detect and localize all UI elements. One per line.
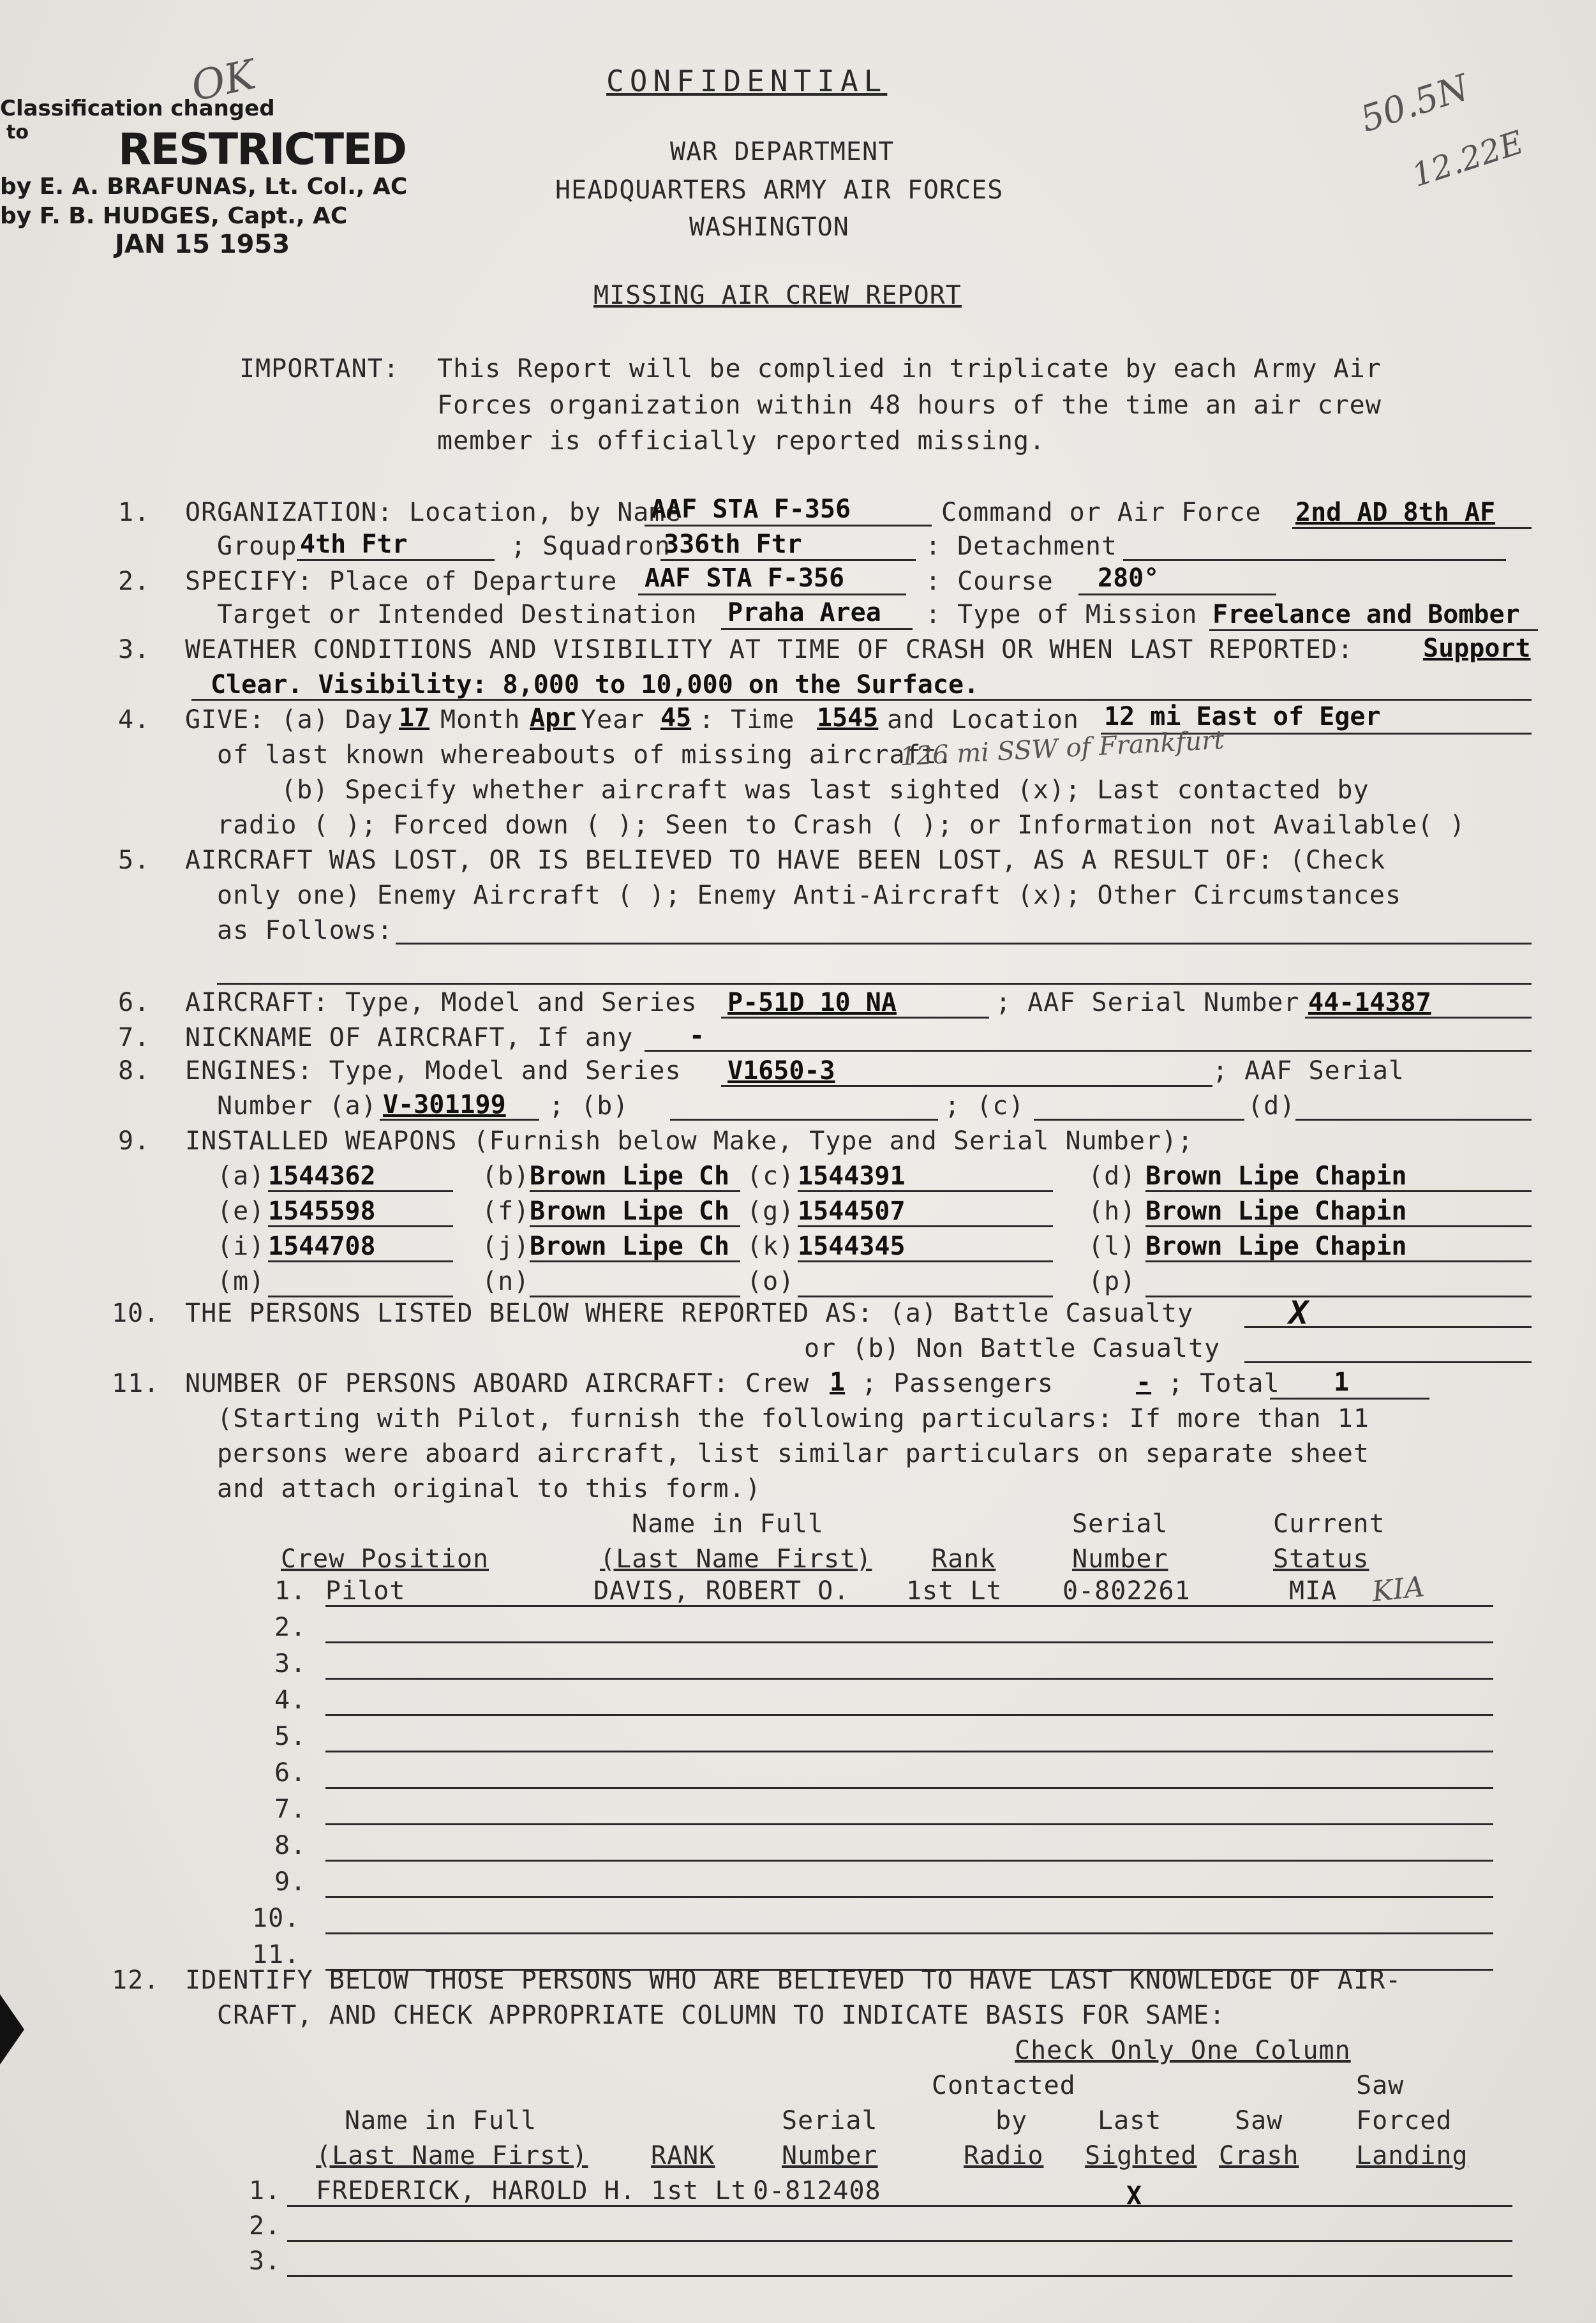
- non-battle-rule: [1244, 1361, 1532, 1363]
- enemy-label: only one) Enemy Aircraft ( ); Enemy Anti-Aircraft (x); Other Circumstances: [217, 881, 1402, 910]
- section-number: 10.: [112, 1299, 160, 1328]
- crew-value: 1: [830, 1368, 846, 1397]
- whereabouts-label: of last known whereabouts of missing aircraft.: [217, 740, 953, 770]
- header-radio: Radio: [964, 2141, 1044, 2170]
- header-current: Current: [1273, 1509, 1385, 1539]
- witness-serial: 0-812408: [753, 2176, 881, 2206]
- location-value: AAF STA F-356: [651, 495, 851, 524]
- total-label: ; Total: [1168, 1369, 1280, 1398]
- crew-rank: 1st Lt: [906, 1576, 1003, 1606]
- weapons-label: INSTALLED WEAPONS (Furnish below Make, Type and Serial Number);: [185, 1126, 1194, 1156]
- weapon-value: Brown Lipe Ch: [530, 1197, 730, 1226]
- crew-row-number: 10.: [252, 1904, 301, 1933]
- weapon-slot-label: (c): [747, 1162, 795, 1191]
- witness-row-rule: [287, 2275, 1512, 2277]
- lost-label: AIRCRAFT WAS LOST, OR IS BELIEVED TO HAVE BEEN LOST, AS A RESULT OF: (Check: [185, 846, 1386, 875]
- passengers-label: ; Passengers: [861, 1369, 1054, 1398]
- restricted-stamp: RESTRICTED: [118, 124, 406, 175]
- header-saw: Saw: [1235, 2106, 1283, 2135]
- command-label: Command or Air Force: [941, 498, 1262, 527]
- section-number: 12.: [112, 1966, 160, 1995]
- weather-value: Clear. Visibility: 8,000 to 10,000 on the Surface.: [211, 670, 980, 699]
- important-label: IMPORTANT:: [239, 354, 399, 384]
- important-line-1: This Report will be complied in triplicate by each Army Air: [437, 354, 1382, 384]
- departure-rule: [638, 594, 906, 595]
- aaf-serial-rule: [1305, 1017, 1532, 1019]
- engines-label: ENGINES: Type, Model and Series: [185, 1056, 682, 1086]
- handwritten-location-note: 126 mi SSW of Frankfurt: [899, 725, 1225, 772]
- section-number: 9.: [118, 1126, 151, 1156]
- weapon-value: 1544708: [268, 1232, 376, 1261]
- crew-row-number: 8.: [274, 1831, 307, 1860]
- particulars-line-2: persons were aboard aircraft, list similar particulars on separate sheet: [217, 1439, 1369, 1468]
- command-value: 2nd AD 8th AF: [1295, 498, 1496, 527]
- weapon-value: Brown Lipe Chapin: [1145, 1162, 1407, 1191]
- aircraft-label: AIRCRAFT: Type, Model and Series: [185, 988, 697, 1017]
- location-label: and Location: [887, 705, 1079, 735]
- weapon-rule: [268, 1260, 453, 1262]
- target-value: Praha Area: [727, 598, 881, 627]
- weapon-rule: [530, 1190, 740, 1192]
- month-label: Month: [440, 705, 521, 735]
- passengers-value: -: [1136, 1368, 1152, 1397]
- particulars-line-1: (Starting with Pilot, furnish the following particulars: If more than 11: [217, 1404, 1369, 1433]
- department-name: WAR DEPARTMENT: [670, 137, 895, 167]
- weapon-rule: [530, 1260, 740, 1262]
- city-name: WASHINGTON: [689, 213, 849, 242]
- weather-rule: [191, 699, 1532, 701]
- follows-rule: [396, 943, 1532, 945]
- weapon-slot-label: (i): [217, 1232, 265, 1261]
- handwritten-coords-1: 50.5N: [1355, 66, 1474, 141]
- nickname-rule: [645, 1050, 1532, 1052]
- squadron-value: 336th Ftr: [664, 530, 802, 559]
- weather-label: WEATHER CONDITIONS AND VISIBILITY AT TIME OF CRASH OR WHEN LAST REPORTED:: [185, 635, 1354, 664]
- identify-label-2: CRAFT, AND CHECK APPROPRIATE COLUMN TO INDICATE BASIS FOR SAME:: [217, 2001, 1226, 2030]
- time-label: : Time: [699, 705, 795, 735]
- course-rule: [1078, 594, 1276, 595]
- engine-c-rule: [1034, 1119, 1244, 1121]
- stamp-line-4: by F. B. HUDGES, Capt., AC: [0, 203, 348, 229]
- crew-status: MIA: [1289, 1576, 1338, 1606]
- header-last-name-first: (Last Name First): [600, 1544, 872, 1574]
- crew-row-number: 3.: [274, 1649, 307, 1678]
- header-landing: Landing: [1356, 2141, 1468, 2170]
- weapon-slot-label: (g): [747, 1197, 795, 1226]
- weapon-value: Brown Lipe Chapin: [1145, 1197, 1407, 1226]
- crew-row-rule: [325, 1605, 1493, 1607]
- crew-label: NUMBER OF PERSONS ABOARD AIRCRAFT: Crew: [185, 1369, 810, 1398]
- weapon-slot-label: (j): [482, 1232, 530, 1261]
- detachment-label: : Detachment: [925, 532, 1117, 561]
- weapon-slot-label: (k): [747, 1232, 795, 1261]
- header-forced-saw: Saw: [1356, 2071, 1405, 2100]
- section-number: 11.: [112, 1369, 160, 1398]
- sighted-label: (b) Specify whether aircraft was last sighted (x); Last contacted by: [281, 775, 1369, 805]
- nickname-value: -: [689, 1021, 705, 1050]
- weapon-slot-label: (a): [217, 1162, 265, 1191]
- total-value: 1: [1334, 1368, 1350, 1397]
- follows-label: as Follows:: [217, 916, 393, 945]
- battle-casualty-label: THE PERSONS LISTED BELOW WHERE REPORTED AS: (a) Battle Casualty: [185, 1299, 1194, 1328]
- stamp-line-2: to: [6, 121, 29, 144]
- weapon-rule: [798, 1260, 1053, 1262]
- engine-d-label: (d): [1248, 1091, 1296, 1121]
- organization-label: ORGANIZATION: Location, by Name: [185, 498, 682, 527]
- engine-b-label: ; (b): [549, 1091, 629, 1121]
- page-edge-mark: [0, 1994, 24, 2065]
- stamp-date: JAN 15 1953: [115, 230, 290, 259]
- headquarters-name: HEADQUARTERS ARMY AIR FORCES: [555, 176, 1004, 205]
- crew-name: DAVIS, ROBERT O.: [593, 1576, 850, 1606]
- battle-rule: [1244, 1326, 1532, 1328]
- radio-label: radio ( ); Forced down ( ); Seen to Crash ( ); or Information not Available( ): [217, 810, 1466, 840]
- important-line-2: Forces organization within 48 hours of the time an air crew: [437, 391, 1382, 420]
- section-number: 8.: [118, 1056, 151, 1086]
- aircraft-type-value: P-51D 10 NA: [727, 988, 897, 1017]
- weapon-slot-label: (p): [1088, 1267, 1137, 1296]
- header-number: Number: [1072, 1544, 1168, 1574]
- crew-row-rule: [325, 1823, 1493, 1825]
- weapon-slot-label: (n): [482, 1267, 530, 1296]
- witness-row-number: 2.: [249, 2211, 281, 2241]
- group-label: Group: [217, 532, 297, 561]
- weapon-value: Brown Lipe Ch: [530, 1162, 730, 1191]
- particulars-line-3: and attach original to this form.): [217, 1474, 761, 1504]
- weapon-rule: [798, 1296, 1053, 1297]
- section-number: 2.: [118, 567, 151, 596]
- header-name-in-full: Name in Full: [345, 2106, 537, 2135]
- section-number: 3.: [118, 635, 151, 664]
- squadron-label: ; Squadron: [511, 532, 671, 561]
- weapon-value: 1545598: [268, 1197, 376, 1226]
- year-value: 45: [660, 703, 692, 733]
- nickname-label: NICKNAME OF AIRCRAFT, If any: [185, 1023, 634, 1052]
- stamp-line-3: by E. A. BRAFUNAS, Lt. Col., AC: [0, 174, 408, 200]
- witness-row-number: 1.: [249, 2176, 281, 2206]
- weapon-rule: [268, 1190, 453, 1192]
- aaf-serial-value: 44-14387: [1308, 988, 1431, 1017]
- engine-a-value: V-301199: [383, 1090, 506, 1119]
- witness-row-number: 3.: [249, 2246, 281, 2276]
- weapon-slot-label: (e): [217, 1197, 265, 1226]
- witness-rank: 1st Lt: [651, 2176, 747, 2206]
- mission-value: Freelance and Bomber: [1212, 600, 1520, 629]
- header-serial: Serial: [782, 2106, 878, 2135]
- classification-header: CONFIDENTIAL: [606, 64, 888, 98]
- battle-casualty-mark: X: [1289, 1294, 1309, 1331]
- departure-value: AAF STA F-356: [645, 564, 845, 593]
- weapon-rule: [1145, 1190, 1532, 1192]
- year-label: Year: [581, 705, 645, 735]
- engine-number-label: Number (a): [217, 1091, 377, 1121]
- day-label: GIVE: (a) Day: [185, 705, 394, 735]
- course-label: : Course: [925, 567, 1054, 596]
- crew-row-rule: [325, 1751, 1493, 1752]
- weapon-value: Brown Lipe Chapin: [1145, 1232, 1407, 1261]
- weapon-rule: [1145, 1225, 1532, 1227]
- section-number: 4.: [118, 705, 151, 735]
- header-serial: Serial: [1072, 1509, 1168, 1539]
- course-value: 280°: [1098, 564, 1160, 593]
- crew-row-rule: [325, 1896, 1493, 1898]
- header-status: Status: [1273, 1544, 1369, 1574]
- weapon-value: 1544345: [798, 1232, 906, 1261]
- mission-label: : Type of Mission: [925, 600, 1198, 629]
- engine-series-value: V1650-3: [727, 1056, 835, 1086]
- crew-position: Pilot: [325, 1576, 406, 1606]
- crew-row-rule: [325, 1641, 1493, 1643]
- day-value: 17: [399, 703, 430, 733]
- engine-serial-label: ; AAF Serial: [1212, 1056, 1405, 1086]
- location-value: 12 mi East of Eger: [1104, 702, 1381, 731]
- handwritten-coords-2: 12.22E: [1407, 123, 1528, 195]
- witness-row-rule: [287, 2205, 1512, 2207]
- header-crash: Crash: [1219, 2141, 1299, 2170]
- header-crew-position: Crew Position: [281, 1544, 489, 1574]
- crew-row-rule: [325, 1714, 1493, 1716]
- engine-a-rule: [380, 1119, 539, 1121]
- weapon-rule: [530, 1225, 740, 1227]
- header-rank: RANK: [651, 2141, 715, 2170]
- engine-d-rule: [1295, 1119, 1532, 1121]
- crew-row-number: 7.: [274, 1795, 307, 1824]
- section-number: 6.: [118, 988, 151, 1017]
- weapon-rule: [1145, 1296, 1532, 1297]
- witness-row-rule: [287, 2240, 1512, 2242]
- weapon-slot-label: (l): [1088, 1232, 1137, 1261]
- follows-rule-2: [217, 983, 1532, 985]
- crew-row-rule: [325, 1678, 1493, 1680]
- location-rule: [645, 525, 932, 527]
- report-title: MISSING AIR CREW REPORT: [593, 281, 962, 310]
- command-rule: [1292, 527, 1532, 529]
- weapon-slot-label: (f): [482, 1197, 530, 1226]
- crew-row-number: 11.: [252, 1940, 301, 1969]
- weather-support: Support: [1423, 634, 1531, 663]
- weapon-slot-label: (b): [482, 1162, 530, 1191]
- weapon-rule: [530, 1296, 740, 1297]
- header-contacted-by: by: [996, 2106, 1028, 2135]
- weapon-slot-label: (h): [1088, 1197, 1137, 1226]
- crew-row-rule: [325, 1787, 1493, 1789]
- weapon-rule: [268, 1296, 453, 1297]
- time-value: 1545: [817, 703, 879, 733]
- header-forced: Forced: [1356, 2106, 1452, 2135]
- weapon-value: 1544507: [798, 1197, 906, 1226]
- important-line-3: member is officially reported missing.: [437, 426, 1046, 456]
- crew-row-number: 2.: [274, 1613, 307, 1642]
- section-number: 5.: [118, 846, 151, 875]
- crew-row-rule: [325, 1860, 1493, 1862]
- non-battle-casualty-label: or (b) Non Battle Casualty: [804, 1334, 1221, 1363]
- weapon-slot-label: (o): [747, 1267, 795, 1296]
- weapon-rule: [1145, 1260, 1532, 1262]
- header-contacted: Contacted: [932, 2071, 1076, 2100]
- check-only-one-column: Check Only One Column: [1015, 2036, 1351, 2065]
- target-rule: [721, 628, 913, 630]
- header-last-name-first: (Last Name First): [316, 2141, 588, 2170]
- engine-c-label: ; (c): [944, 1091, 1025, 1121]
- header-number: Number: [782, 2141, 878, 2170]
- identify-label: IDENTIFY BELOW THOSE PERSONS WHO ARE BELIEVED TO HAVE LAST KNOWLEDGE OF AIR-: [185, 1966, 1402, 1995]
- departure-label: SPECIFY: Place of Departure: [185, 567, 618, 596]
- aircraft-type-rule: [721, 1017, 989, 1019]
- mission-rule: [1209, 629, 1538, 631]
- month-value: Apr: [530, 703, 576, 733]
- aaf-serial-label: ; AAF Serial Number: [996, 988, 1300, 1017]
- target-label: Target or Intended Destination: [217, 600, 697, 629]
- crew-row-rule: [325, 1932, 1493, 1934]
- weapon-value: 1544362: [268, 1162, 376, 1191]
- header-name-in-full: Name in Full: [632, 1509, 824, 1539]
- crew-row-number: 6.: [274, 1758, 307, 1788]
- weapon-rule: [798, 1225, 1053, 1227]
- weapon-rule: [268, 1225, 453, 1227]
- group-value: 4th Ftr: [300, 530, 408, 559]
- crew-row-number: 4.: [274, 1685, 307, 1715]
- weapon-rule: [798, 1190, 1053, 1192]
- section-number: 7.: [118, 1023, 151, 1052]
- crew-row-number: 9.: [274, 1867, 307, 1897]
- header-sighted: Sighted: [1085, 2141, 1197, 2170]
- squadron-rule: [660, 559, 916, 561]
- weapon-slot-label: (m): [217, 1267, 265, 1296]
- weapon-value: 1544391: [798, 1162, 906, 1191]
- section-number: 1.: [118, 498, 151, 527]
- total-rule: [1270, 1398, 1429, 1400]
- crew-row-number: 1.: [274, 1576, 307, 1606]
- witness-last-sighted-mark: X: [1126, 2181, 1143, 2211]
- handwritten-ok: OK: [187, 51, 260, 111]
- stamp-line-1: Classification changed: [0, 96, 275, 121]
- witness-name: FREDERICK, HAROLD H.: [316, 2176, 636, 2206]
- header-last: Last: [1098, 2106, 1162, 2135]
- crew-row-number: 5.: [274, 1722, 307, 1751]
- group-rule: [297, 559, 495, 561]
- weapon-slot-label: (d): [1088, 1162, 1137, 1191]
- header-rank: Rank: [932, 1544, 996, 1574]
- weapon-value: Brown Lipe Ch: [530, 1232, 730, 1261]
- detachment-rule: [1123, 559, 1506, 561]
- engine-b-rule: [670, 1119, 938, 1121]
- engine-series-rule: [721, 1085, 1212, 1087]
- handwritten-status-note: KIA: [1370, 1570, 1426, 1609]
- crew-serial: 0-802261: [1063, 1576, 1191, 1606]
